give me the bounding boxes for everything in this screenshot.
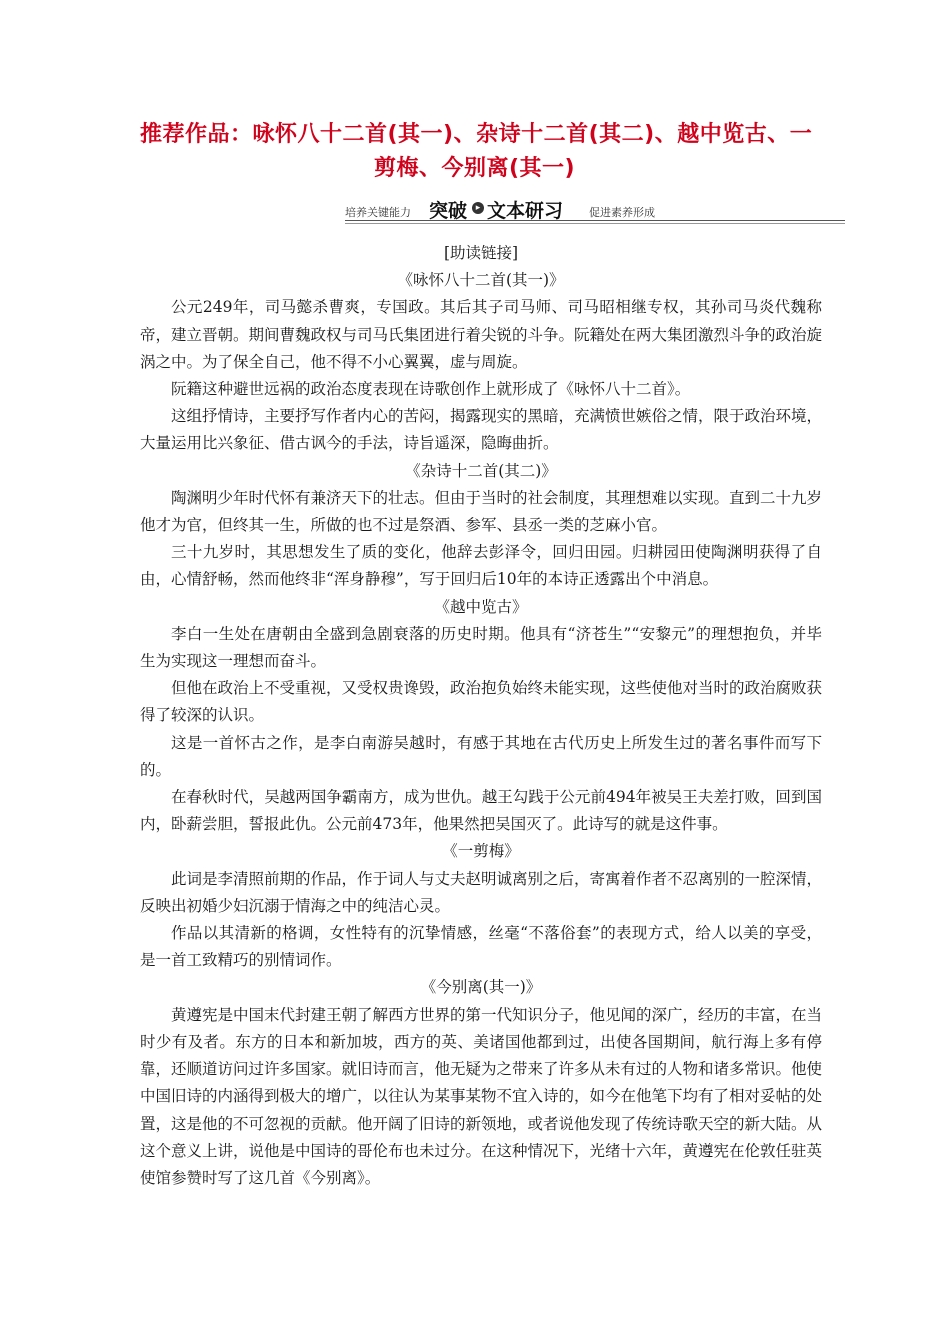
arrow-circle-icon: ▸ bbox=[472, 202, 484, 214]
paragraph: 黄遵宪是中国末代封建王朝了解西方世界的第一代知识分子，他见闻的深广，经历的丰富，在当时少有及者。东方的日本和新加坡，西方的英、美诸国他都到过，出使各国期间，航行海上多有停靠，还顺道访问过许多国家。就旧诗而言，他无疑为之带来了许多从未有过的人物和诸多常识。他使中国旧诗的内涵得到极大的增广，以往认为某事某物不宜入诗的，如今在他笔下均有了相对妥帖的处置，这是他的不可忽视的贡献。他开阔了旧诗的新领地，或者说他发现了传统诗歌天空的新大陆。从这个意义上讲，说他是中国诗的哥伦布也未过分。在这种情况下，光绪十六年，黄遵宪在伦敦任驻英使馆参赞时写了这几首《今别离》。 bbox=[140, 1005, 823, 1187]
paragraph: 但他在政治上不受重视，又受权贵谗毁，政治抱负始终未能实现，这些使他对当时的政治腐败获得了较深的认识。 bbox=[140, 679, 823, 725]
subsection-title: 《一剪梅》 bbox=[442, 842, 520, 861]
paragraph: 这是一首怀古之作，是李白南游吴越时，有感于其地在古代历史上所发生过的著名事件而写下的。 bbox=[140, 733, 822, 779]
banner-right-text: 促进素养形成 bbox=[589, 206, 655, 219]
banner-main-text-1: 突破 bbox=[429, 200, 468, 222]
section-banner bbox=[345, 196, 845, 226]
paragraph: 这组抒情诗，主要抒写作者内心的苦闷，揭露现实的黑暗，充满愤世嫉俗之情，限于政治环境，大量运用比兴象征、借古讽今的手法，诗旨遥深，隐晦曲折。 bbox=[140, 407, 823, 453]
page-title bbox=[140, 118, 830, 186]
banner-rule bbox=[345, 220, 845, 221]
banner-main-text-2: 文本研习 bbox=[487, 200, 564, 222]
paragraph: 公元249年，司马懿杀曹爽，专国政。其后其子司马师、司马昭相继专权，其孙司马炎代魏称帝，建立晋朝。期间曹魏政权与司马氏集团进行着尖锐的斗争。阮籍处在两大集团激烈斗争的政治旋涡之中。为了保全自己，他不得不小心翼翼，虚与周旋。 bbox=[140, 298, 823, 371]
paragraph: 陶渊明少年时代怀有兼济天下的壮志。但由于当时的社会制度，其理想难以实现。直到二十九岁他才为官，但终其一生，所做的也不过是祭酒、参军、县丞一类的芝麻小官。 bbox=[140, 488, 823, 535]
title-line-2: 剪梅、今别离(其一) bbox=[374, 156, 576, 181]
paragraph: 李白一生处在唐朝由全盛到急剧衰落的历史时期。他具有“济苍生”“安黎元”的理想抱负，并毕生为实现这一理想而奋斗。 bbox=[140, 624, 822, 671]
subsection-title: 《咏怀八十二首(其一)》 bbox=[397, 271, 565, 290]
paragraph: 此词是李清照前期的作品，作于词人与丈夫赵明诚离别之后，寄寓着作者不忍离别的一腔深情，反映出初婚少妇沉溺于情海之中的纯洁心灵。 bbox=[140, 869, 823, 915]
paragraph: 三十九岁时，其思想发生了质的变化，他辞去彭泽令，回归田园。归耕园田使陶渊明获得了自由，心情舒畅，然而他终非“浑身静穆”，写于回归后10年的本诗正透露出个中消息。 bbox=[140, 543, 822, 589]
subsection-title: 《杂诗十二首(其二)》 bbox=[405, 461, 557, 480]
section-label: [助读链接] bbox=[443, 244, 519, 262]
title-line-1: 推荐作品：咏怀八十二首(其一)、杂诗十二首(其二)、越中览古、一 bbox=[140, 122, 813, 147]
document-body bbox=[140, 240, 822, 1192]
banner-rule-thin bbox=[345, 223, 845, 224]
paragraph: 作品以其清新的格调，女性特有的沉挚情感，丝毫“不落俗套”的表现方式，给人以美的享受，是一首工致精巧的别情词作。 bbox=[140, 924, 822, 970]
subsection-title: 《今别离(其一)》 bbox=[420, 978, 542, 997]
paragraph: 阮籍这种避世远祸的政治态度表现在诗歌创作上就形成了《咏怀八十二首》。 bbox=[171, 380, 691, 399]
subsection-title: 《越中览古》 bbox=[434, 597, 528, 616]
banner-left-text: 培养关键能力 bbox=[345, 206, 411, 219]
paragraph: 在春秋时代，吴越两国争霸南方，成为世仇。越王勾践于公元前494年被吴王夫差打败，回到国内，卧薪尝胆，誓报此仇。公元前473年，他果然把吴国灭了。此诗写的就是这件事。 bbox=[140, 788, 822, 834]
